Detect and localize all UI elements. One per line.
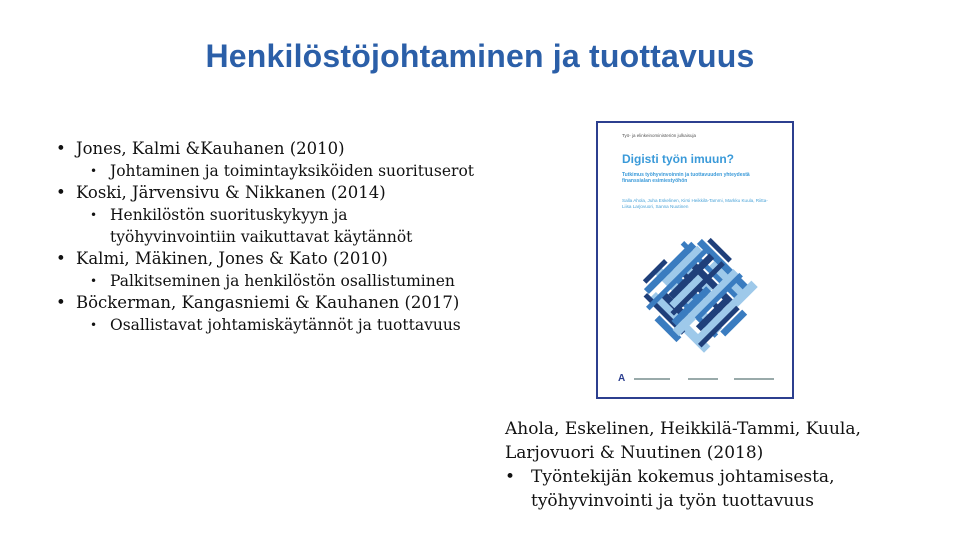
caption-bullet: • Työntekijän kokemus johtamisesta, työhyvinvointi ja työn tuottavuus <box>505 465 925 513</box>
slide-title: Henkilöstöjohtaminen ja tuottavuus <box>205 38 755 74</box>
report-cover-image <box>596 121 794 399</box>
footer-rule <box>734 378 774 380</box>
caption-citation: Ahola, Eskelinen, Heikkilä-Tammi, Kuula, Larjovuori & Nuutinen (2018) <box>505 419 861 463</box>
reference-list <box>56 138 476 336</box>
reference-citation: • Jones, Kalmi &Kauhanen (2010) <box>56 138 476 160</box>
footer-rule <box>634 378 670 380</box>
cover-title: Digisti työn imuun? <box>622 152 734 166</box>
publisher-logo-icon: A <box>618 373 626 384</box>
reference-citation: • Kalmi, Mäkinen, Jones & Kato (2010) <box>56 248 476 270</box>
footer-rule <box>688 378 718 380</box>
reference-topic: • Palkitseminen ja henkilöstön osallistuminen <box>56 270 476 292</box>
reference-citation: • Koski, Järvensivu & Nikkanen (2014) <box>56 182 476 204</box>
cover-series-label: Työ- ja elinkeinoministeriön julkaisuja <box>622 133 697 138</box>
cover-footer <box>618 373 778 385</box>
cover-caption <box>505 417 925 513</box>
reference-citation: • Böckerman, Kangasniemi & Kauhanen (2017) <box>56 292 476 314</box>
cover-subtitle: Tutkimus työhyvinvoinnin ja tuottavuuden yhteydestä finanssialan esimiestyöhön <box>622 172 750 184</box>
reference-topic: • Osallistavat johtamiskäytännöt ja tuottavuus <box>56 314 476 336</box>
reference-topic: • Henkilöstön suorituskykyyn ja työhyvinvointiin vaikuttavat käytännöt <box>56 204 476 248</box>
word-cloud-x-graphic <box>618 221 778 366</box>
cover-authors: Salla Ahola, Juha Eskelinen, Kirsi Heikkilä-Tammi, Markku Kuula, Riitta-Liisa Larjovuori, Sanna Nuutinen <box>622 198 768 209</box>
reference-topic: • Johtaminen ja toimintayksiköiden suorituserot <box>56 160 476 182</box>
